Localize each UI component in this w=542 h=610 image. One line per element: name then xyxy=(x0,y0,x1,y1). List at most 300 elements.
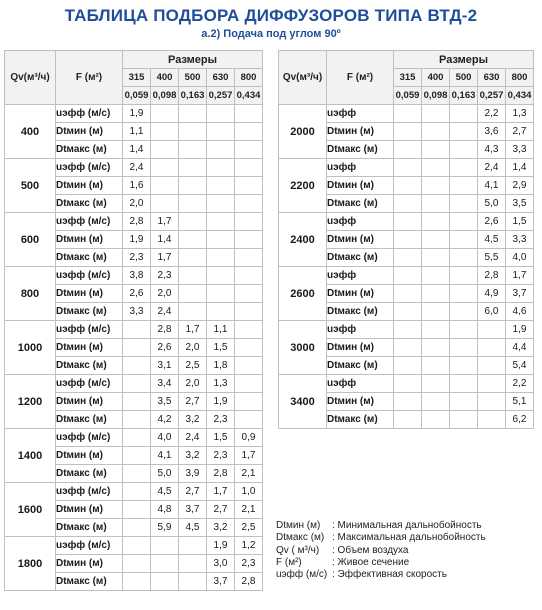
parameter-label: Dtмин (м) xyxy=(56,177,123,195)
parameter-label: Dtмин (м) xyxy=(327,339,394,357)
value-cell xyxy=(207,159,235,177)
value-cell xyxy=(151,555,179,573)
value-cell: 3,3 xyxy=(506,141,534,159)
value-cell xyxy=(235,267,263,285)
value-cell xyxy=(179,195,207,213)
value-cell: 3,2 xyxy=(207,519,235,537)
value-cell xyxy=(450,123,478,141)
value-cell xyxy=(450,159,478,177)
header-area: 0,257 xyxy=(207,87,235,105)
value-cell: 3,7 xyxy=(506,285,534,303)
parameter-label: Dtмин (м) xyxy=(56,231,123,249)
parameter-label: Dtмакс (м) xyxy=(56,357,123,375)
value-cell: 3,9 xyxy=(179,465,207,483)
value-cell xyxy=(207,195,235,213)
value-cell xyxy=(151,177,179,195)
value-cell: 2,9 xyxy=(506,177,534,195)
value-cell xyxy=(422,123,450,141)
value-cell xyxy=(151,537,179,555)
value-cell xyxy=(179,231,207,249)
value-cell: 2,2 xyxy=(478,105,506,123)
value-cell xyxy=(235,393,263,411)
value-cell xyxy=(422,357,450,375)
value-cell xyxy=(394,267,422,285)
parameter-label: uэфф (м/с) xyxy=(56,483,123,501)
value-cell xyxy=(179,573,207,591)
value-cell xyxy=(450,249,478,267)
value-cell xyxy=(422,141,450,159)
header-area: 0,059 xyxy=(394,87,422,105)
value-cell: 2,3 xyxy=(207,447,235,465)
value-cell: 2,8 xyxy=(235,573,263,591)
table-row xyxy=(5,429,263,447)
value-cell xyxy=(179,249,207,267)
value-cell xyxy=(179,555,207,573)
table-row xyxy=(279,375,534,393)
table-row xyxy=(279,213,534,231)
value-cell xyxy=(235,303,263,321)
value-cell xyxy=(207,303,235,321)
value-cell: 1,9 xyxy=(207,393,235,411)
value-cell: 4,1 xyxy=(151,447,179,465)
value-cell: 3,1 xyxy=(151,357,179,375)
parameter-label: uэфф xyxy=(327,213,394,231)
value-cell: 3,5 xyxy=(151,393,179,411)
table-row xyxy=(5,483,263,501)
parameter-label: Dtмакс (м) xyxy=(327,141,394,159)
parameter-label: Dtмин (м) xyxy=(56,447,123,465)
parameter-label: uэфф (м/с) xyxy=(56,429,123,447)
value-cell xyxy=(123,465,151,483)
value-cell: 1,9 xyxy=(207,537,235,555)
parameter-label: uэфф xyxy=(327,159,394,177)
value-cell: 5,0 xyxy=(478,195,506,213)
flow-rate-cell: 2200 xyxy=(279,159,327,213)
value-cell: 6,2 xyxy=(506,411,534,429)
legend-description: : Живое сечение xyxy=(332,556,410,568)
value-cell: 0,9 xyxy=(235,429,263,447)
value-cell: 1,7 xyxy=(235,447,263,465)
value-cell xyxy=(235,195,263,213)
legend-key: Qv ( м³/ч) xyxy=(276,544,320,556)
value-cell xyxy=(179,303,207,321)
value-cell: 2,2 xyxy=(506,375,534,393)
value-cell xyxy=(450,357,478,375)
value-cell: 3,0 xyxy=(207,555,235,573)
value-cell xyxy=(235,141,263,159)
parameter-label: Dtмакс (м) xyxy=(56,573,123,591)
table-row xyxy=(5,267,263,285)
value-cell: 4,2 xyxy=(151,411,179,429)
value-cell xyxy=(478,375,506,393)
value-cell: 1,4 xyxy=(123,141,151,159)
value-cell: 1,7 xyxy=(506,267,534,285)
legend-description: : Объем воздуха xyxy=(332,544,409,556)
value-cell: 1,8 xyxy=(207,357,235,375)
parameter-label: uэфф (м/с) xyxy=(56,213,123,231)
value-cell xyxy=(123,555,151,573)
header-area: 0,098 xyxy=(422,87,450,105)
table-row xyxy=(5,159,263,177)
header-size: 800 xyxy=(506,69,534,87)
value-cell: 2,0 xyxy=(179,339,207,357)
legend-description: : Эффективная скорость xyxy=(332,569,447,581)
parameter-label: Dtмакс (м) xyxy=(327,249,394,267)
parameter-label: Dtмакс (м) xyxy=(56,411,123,429)
value-cell xyxy=(422,411,450,429)
value-cell: 4,5 xyxy=(151,483,179,501)
value-cell xyxy=(450,141,478,159)
value-cell: 3,7 xyxy=(179,501,207,519)
value-cell xyxy=(235,285,263,303)
header-qv: Qv(м³/ч) xyxy=(279,51,327,105)
value-cell xyxy=(394,339,422,357)
value-cell: 2,4 xyxy=(151,303,179,321)
parameter-label: Dtмин (м) xyxy=(56,123,123,141)
value-cell xyxy=(394,285,422,303)
value-cell xyxy=(235,249,263,267)
value-cell: 1,7 xyxy=(179,321,207,339)
value-cell xyxy=(207,249,235,267)
value-cell: 2,0 xyxy=(151,285,179,303)
parameter-label: Dtмакс (м) xyxy=(327,411,394,429)
header-sizes-title: Размеры xyxy=(394,51,534,69)
legend-key: Dtмин (м) xyxy=(276,520,321,531)
value-cell: 2,6 xyxy=(151,339,179,357)
value-cell xyxy=(123,501,151,519)
parameter-label: Dtмакс (м) xyxy=(56,303,123,321)
value-cell xyxy=(235,321,263,339)
value-cell xyxy=(450,339,478,357)
flow-rate-cell: 1600 xyxy=(5,483,56,537)
table-row xyxy=(5,321,263,339)
value-cell xyxy=(450,231,478,249)
value-cell: 1,5 xyxy=(207,429,235,447)
header-size: 500 xyxy=(450,69,478,87)
value-cell xyxy=(123,339,151,357)
header-size: 630 xyxy=(207,69,235,87)
value-cell xyxy=(394,411,422,429)
value-cell: 1,4 xyxy=(151,231,179,249)
value-cell xyxy=(394,141,422,159)
header-area: 0,059 xyxy=(123,87,151,105)
value-cell xyxy=(151,141,179,159)
value-cell xyxy=(207,285,235,303)
value-cell xyxy=(478,339,506,357)
value-cell: 1,3 xyxy=(506,105,534,123)
header-size: 500 xyxy=(179,69,207,87)
parameter-label: Dtмин (м) xyxy=(327,285,394,303)
value-cell xyxy=(478,393,506,411)
value-cell xyxy=(123,429,151,447)
value-cell xyxy=(151,105,179,123)
value-cell xyxy=(123,519,151,537)
value-cell xyxy=(179,159,207,177)
parameter-label: Dtмин (м) xyxy=(327,177,394,195)
header-area: 0,163 xyxy=(450,87,478,105)
value-cell: 1,7 xyxy=(151,213,179,231)
legend-item xyxy=(276,557,486,569)
value-cell: 5,9 xyxy=(151,519,179,537)
parameter-label: Dtмакс (м) xyxy=(56,195,123,213)
value-cell: 1,9 xyxy=(123,231,151,249)
parameter-label: Dtмин (м) xyxy=(56,339,123,357)
value-cell xyxy=(207,177,235,195)
value-cell: 1,9 xyxy=(506,321,534,339)
value-cell xyxy=(478,357,506,375)
value-cell xyxy=(179,267,207,285)
parameter-label: Dtмакс (м) xyxy=(327,303,394,321)
value-cell xyxy=(123,573,151,591)
value-cell: 5,1 xyxy=(506,393,534,411)
value-cell xyxy=(394,177,422,195)
value-cell: 2,7 xyxy=(506,123,534,141)
value-cell xyxy=(450,285,478,303)
header-f: F (м²) xyxy=(56,51,123,105)
value-cell: 6,0 xyxy=(478,303,506,321)
value-cell xyxy=(151,123,179,141)
value-cell xyxy=(422,159,450,177)
value-cell: 5,0 xyxy=(151,465,179,483)
flow-rate-cell: 800 xyxy=(5,267,56,321)
value-cell xyxy=(394,213,422,231)
table-row xyxy=(279,159,534,177)
value-cell xyxy=(394,249,422,267)
value-cell: 1,2 xyxy=(235,537,263,555)
value-cell xyxy=(422,249,450,267)
value-cell: 5,4 xyxy=(506,357,534,375)
value-cell xyxy=(179,141,207,159)
parameter-label: Dtмин (м) xyxy=(327,231,394,249)
header-area: 0,098 xyxy=(151,87,179,105)
value-cell xyxy=(179,177,207,195)
header-area: 0,257 xyxy=(478,87,506,105)
value-cell: 1,1 xyxy=(207,321,235,339)
legend-key: Dtмакс (м) xyxy=(276,532,325,544)
value-cell: 2,5 xyxy=(235,519,263,537)
value-cell xyxy=(123,411,151,429)
header-area: 0,434 xyxy=(235,87,263,105)
value-cell: 2,4 xyxy=(179,429,207,447)
value-cell: 4,6 xyxy=(506,303,534,321)
value-cell: 2,0 xyxy=(179,375,207,393)
value-cell: 2,1 xyxy=(235,465,263,483)
value-cell xyxy=(235,105,263,123)
parameter-label: Dtмин (м) xyxy=(56,393,123,411)
value-cell xyxy=(151,573,179,591)
value-cell xyxy=(422,267,450,285)
value-cell: 2,1 xyxy=(235,501,263,519)
value-cell xyxy=(450,177,478,195)
value-cell xyxy=(235,375,263,393)
value-cell xyxy=(151,159,179,177)
value-cell xyxy=(235,123,263,141)
value-cell xyxy=(151,195,179,213)
value-cell: 2,6 xyxy=(478,213,506,231)
table-row xyxy=(5,375,263,393)
parameter-label: Dtмин (м) xyxy=(327,393,394,411)
value-cell xyxy=(450,195,478,213)
parameter-label: Dtмакс (м) xyxy=(56,519,123,537)
value-cell: 3,6 xyxy=(478,123,506,141)
page-subtitle: а.2) Подача под углом 90º xyxy=(201,28,341,40)
value-cell: 2,8 xyxy=(151,321,179,339)
value-cell xyxy=(422,177,450,195)
header-size: 400 xyxy=(151,69,179,87)
parameter-label: uэфф (м/с) xyxy=(56,105,123,123)
parameter-label: uэфф xyxy=(327,375,394,393)
parameter-label: Dtмакс (м) xyxy=(56,465,123,483)
header-size: 400 xyxy=(422,69,450,87)
value-cell xyxy=(123,537,151,555)
value-cell: 2,7 xyxy=(179,483,207,501)
value-cell: 4,3 xyxy=(478,141,506,159)
value-cell xyxy=(394,375,422,393)
value-cell: 1,9 xyxy=(123,105,151,123)
value-cell xyxy=(235,357,263,375)
value-cell: 4,0 xyxy=(506,249,534,267)
value-cell xyxy=(394,231,422,249)
value-cell xyxy=(394,303,422,321)
value-cell xyxy=(422,339,450,357)
value-cell: 1,1 xyxy=(123,123,151,141)
value-cell: 3,2 xyxy=(179,411,207,429)
header-f: F (м²) xyxy=(327,51,394,105)
value-cell: 2,3 xyxy=(151,267,179,285)
value-cell: 2,8 xyxy=(478,267,506,285)
parameter-label: Dtмакс (м) xyxy=(327,357,394,375)
header-sizes-title: Размеры xyxy=(123,51,263,69)
value-cell xyxy=(394,321,422,339)
parameter-label: Dtмин (м) xyxy=(327,123,394,141)
legend-item xyxy=(276,532,486,544)
value-cell xyxy=(394,393,422,411)
value-cell xyxy=(450,105,478,123)
value-cell xyxy=(450,303,478,321)
value-cell: 3,8 xyxy=(123,267,151,285)
flow-rate-cell: 500 xyxy=(5,159,56,213)
value-cell: 3,3 xyxy=(123,303,151,321)
value-cell: 1,5 xyxy=(506,213,534,231)
value-cell xyxy=(394,195,422,213)
legend-key: uэфф (м/с) xyxy=(276,569,328,581)
parameter-label: Dtмин (м) xyxy=(56,285,123,303)
parameter-label: uэфф (м/с) xyxy=(56,321,123,339)
value-cell: 5,5 xyxy=(478,249,506,267)
value-cell xyxy=(123,483,151,501)
value-cell xyxy=(422,303,450,321)
value-cell xyxy=(179,123,207,141)
value-cell xyxy=(207,105,235,123)
flow-rate-cell: 2600 xyxy=(279,267,327,321)
flow-rate-cell: 1000 xyxy=(5,321,56,375)
table-row xyxy=(279,105,534,123)
parameter-label: uэфф (м/с) xyxy=(56,159,123,177)
value-cell: 2,6 xyxy=(123,285,151,303)
value-cell: 3,2 xyxy=(179,447,207,465)
value-cell xyxy=(235,231,263,249)
parameter-label: uэфф xyxy=(327,105,394,123)
flow-rate-cell: 2000 xyxy=(279,105,327,159)
value-cell: 4,1 xyxy=(478,177,506,195)
value-cell xyxy=(235,177,263,195)
value-cell: 2,8 xyxy=(123,213,151,231)
value-cell: 2,7 xyxy=(179,393,207,411)
value-cell xyxy=(422,393,450,411)
value-cell xyxy=(179,213,207,231)
flow-rate-cell: 1200 xyxy=(5,375,56,429)
value-cell xyxy=(422,195,450,213)
value-cell xyxy=(235,213,263,231)
value-cell: 4,0 xyxy=(151,429,179,447)
value-cell xyxy=(123,393,151,411)
value-cell: 2,4 xyxy=(123,159,151,177)
value-cell: 2,7 xyxy=(207,501,235,519)
value-cell xyxy=(207,123,235,141)
parameter-label: Dtмакс (м) xyxy=(56,249,123,267)
value-cell: 4,5 xyxy=(478,231,506,249)
value-cell: 2,3 xyxy=(235,555,263,573)
value-cell xyxy=(179,537,207,555)
value-cell xyxy=(450,321,478,339)
value-cell xyxy=(450,213,478,231)
value-cell xyxy=(207,231,235,249)
value-cell xyxy=(450,393,478,411)
flow-rate-cell: 1800 xyxy=(5,537,56,591)
flow-rate-cell: 3400 xyxy=(279,375,327,429)
value-cell: 2,3 xyxy=(207,411,235,429)
value-cell xyxy=(478,321,506,339)
value-cell xyxy=(207,141,235,159)
value-cell xyxy=(422,213,450,231)
value-cell xyxy=(394,357,422,375)
value-cell xyxy=(422,231,450,249)
parameter-label: uэфф xyxy=(327,267,394,285)
parameter-label: uэфф (м/с) xyxy=(56,537,123,555)
value-cell xyxy=(450,375,478,393)
value-cell: 1,6 xyxy=(123,177,151,195)
value-cell: 1,3 xyxy=(207,375,235,393)
value-cell xyxy=(450,411,478,429)
selection-table-right xyxy=(278,50,534,429)
parameter-label: Dtмин (м) xyxy=(56,501,123,519)
value-cell xyxy=(235,159,263,177)
value-cell: 2,0 xyxy=(123,195,151,213)
legend-item xyxy=(276,520,486,532)
value-cell xyxy=(235,411,263,429)
value-cell: 4,9 xyxy=(478,285,506,303)
flow-rate-cell: 1400 xyxy=(5,429,56,483)
value-cell: 4,8 xyxy=(151,501,179,519)
header-size: 315 xyxy=(394,69,422,87)
header-size: 800 xyxy=(235,69,263,87)
value-cell: 1,7 xyxy=(207,483,235,501)
header-area: 0,434 xyxy=(506,87,534,105)
value-cell: 1,0 xyxy=(235,483,263,501)
value-cell xyxy=(422,321,450,339)
parameter-label: Dtмакс (м) xyxy=(56,141,123,159)
header-area: 0,163 xyxy=(179,87,207,105)
parameter-label: uэфф (м/с) xyxy=(56,375,123,393)
value-cell xyxy=(123,357,151,375)
legend-description: : Минимальная дальнобойность xyxy=(332,520,482,531)
header-size: 630 xyxy=(478,69,506,87)
value-cell: 4,5 xyxy=(179,519,207,537)
flow-rate-cell: 3000 xyxy=(279,321,327,375)
parameter-label: Dtмакс (м) xyxy=(327,195,394,213)
value-cell xyxy=(394,159,422,177)
flow-rate-cell: 600 xyxy=(5,213,56,267)
